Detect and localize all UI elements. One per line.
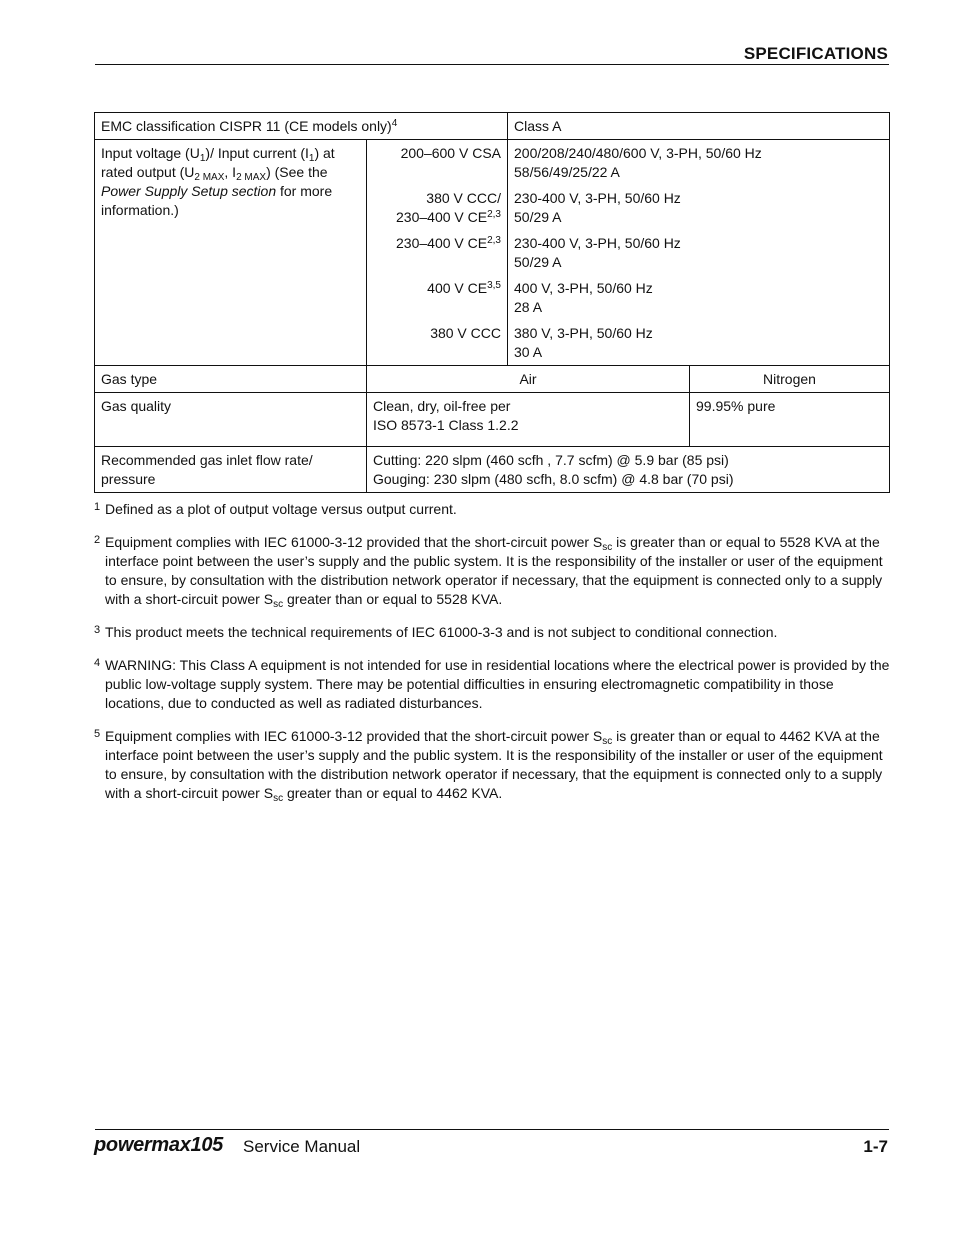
gas-quality-nitrogen: 99.95% pure (690, 393, 890, 447)
table-row (95, 447, 890, 493)
footnote-2 (94, 533, 894, 609)
gas-type-label: Gas type (95, 366, 367, 393)
table-row (95, 140, 890, 186)
model-cell (367, 275, 508, 320)
model-cell (367, 185, 508, 230)
footnote-text: WARNING: This Class A equipment is not intended for use in residential locations where the electrical power is provided by the public low-voltage supply system. There may be potential difficulties in ensuring electromagnetic compatibility in those locations, due to conducted as well as radiated disturbances. (105, 657, 890, 711)
subscript: 2 MAX (194, 172, 225, 183)
current-value: 50/29 A (514, 209, 562, 225)
footnote-text: is greater than or equal to 5528 KVA at the interface point between the user’s supply and the public system. It is the responsibility of the installer or user of the equipment to ensure, by consultation with the distribution network operator if necessary, that the equipment is connected only to a supply with a short-circuit power S (105, 534, 883, 607)
voltage-value: 400 V, 3-PH, 50/60 Hz (514, 280, 653, 296)
text: for more information.) (101, 183, 333, 218)
emc-label-cell (95, 113, 508, 140)
cutting-flow: Cutting: 220 slpm (460 scfh , 7.7 scfm) @ 5.9 bar (85 psi) (373, 452, 729, 468)
footnote-text: greater than or equal to 5528 KVA. (283, 591, 503, 607)
flow-value (367, 447, 890, 493)
flow-label: Recommended gas inlet flow rate/ pressure (95, 447, 367, 493)
rating-cell (508, 230, 890, 275)
footnote-1 (94, 500, 894, 519)
text: Clean, dry, oil-free per (373, 398, 511, 414)
footnote-number: 5 (94, 728, 101, 740)
footnote-number: 1 (94, 501, 101, 513)
footer-divider (95, 1129, 889, 1130)
footnote-text: This product meets the technical requirements of IEC 61000-3-3 and is not subject to conditional connection. (105, 624, 778, 640)
footnote-text: Defined as a plot of output voltage versus output current. (105, 501, 457, 517)
footnote-4 (94, 656, 894, 713)
model-label: 230–400 V CE (396, 209, 488, 225)
page-number: 1-7 (863, 1137, 888, 1156)
manual-title: Service Manual (243, 1137, 361, 1156)
subscript: 1 (199, 153, 206, 164)
gouging-flow: Gouging: 230 slpm (480 scfh, 8.0 scfm) @ 4.8 bar (70 psi) (373, 471, 734, 487)
subscript: sc (273, 599, 284, 610)
input-voltage-label (95, 140, 367, 366)
footnote-ref: 2,3 (487, 209, 501, 220)
text: ) at rated output (U (101, 145, 335, 180)
table-row (95, 113, 890, 140)
voltage-value: 230-400 V, 3-PH, 50/60 Hz (514, 190, 681, 206)
gas-quality-label: Gas quality (95, 393, 367, 447)
model-label: 200–600 V CSA (400, 145, 501, 161)
section-title: SPECIFICATIONS (743, 44, 888, 63)
footnote-text: is greater than or equal to 4462 KVA at the interface point between the user’s supply and the public system. It is the responsibility of the installer or user of the equipment to ensure, by consultation with the distribution network operator if necessary, that the equipment is connected only to a supply with a short-circuit power S (105, 728, 883, 801)
gas-type-air: Air (367, 366, 690, 393)
rating-cell (508, 185, 890, 230)
text: )/ Input current (I (205, 145, 309, 161)
subscript: 1 (308, 153, 315, 164)
text: ) (See the (266, 164, 328, 180)
model-label: 380 V CCC/ (426, 190, 501, 206)
model-cell (367, 320, 508, 366)
subscript: sc (602, 542, 613, 553)
model-cell (367, 140, 508, 186)
emc-label: EMC classification CISPR 11 (CE models only) (101, 118, 392, 134)
subscript: sc (273, 793, 284, 804)
footnote-number: 4 (94, 657, 101, 669)
table-row (95, 366, 890, 393)
footnotes (94, 500, 894, 817)
rating-cell (508, 140, 890, 186)
footnote-5 (94, 727, 894, 803)
subscript: 2 MAX (236, 172, 267, 183)
model-label: 400 V CE (427, 280, 488, 296)
rating-cell (508, 320, 890, 366)
text: ISO 8573-1 Class 1.2.2 (373, 417, 519, 433)
footnote-ref: 3,5 (487, 280, 501, 291)
gas-type-nitrogen: Nitrogen (690, 366, 890, 393)
specifications-table (94, 112, 890, 493)
subscript: sc (602, 736, 613, 747)
footnote-text: greater than or equal to 4462 KVA. (283, 785, 503, 801)
footnote-3 (94, 623, 894, 642)
voltage-value: 380 V, 3-PH, 50/60 Hz (514, 325, 653, 341)
header-divider (95, 64, 889, 65)
voltage-value: 200/208/240/480/600 V, 3-PH, 50/60 Hz (514, 145, 762, 161)
emc-value: Class A (508, 113, 890, 140)
text: Input voltage (U (101, 145, 200, 161)
product-logo: powermax105 (94, 1134, 223, 1156)
current-value: 58/56/49/25/22 A (514, 164, 620, 180)
footnote-ref: 2,3 (487, 235, 501, 246)
footnote-text: Equipment complies with IEC 61000-3-12 provided that the short-circuit power S (105, 728, 603, 744)
rating-cell (508, 275, 890, 320)
footnote-text: Equipment complies with IEC 61000-3-12 provided that the short-circuit power S (105, 534, 603, 550)
voltage-value: 230-400 V, 3-PH, 50/60 Hz (514, 235, 681, 251)
model-label: 230–400 V CE (396, 235, 488, 251)
gas-quality-air (367, 393, 690, 447)
footnote-ref: 4 (391, 118, 398, 129)
model-label: 380 V CCC (430, 325, 501, 341)
current-value: 50/29 A (514, 254, 562, 270)
model-cell (367, 230, 508, 275)
table-row (95, 393, 890, 447)
text: , I (224, 164, 237, 180)
cross-reference: Power Supply Setup section (101, 183, 277, 199)
footnote-number: 2 (94, 534, 101, 546)
footnote-number: 3 (94, 624, 101, 636)
current-value: 28 A (514, 299, 543, 315)
current-value: 30 A (514, 344, 543, 360)
